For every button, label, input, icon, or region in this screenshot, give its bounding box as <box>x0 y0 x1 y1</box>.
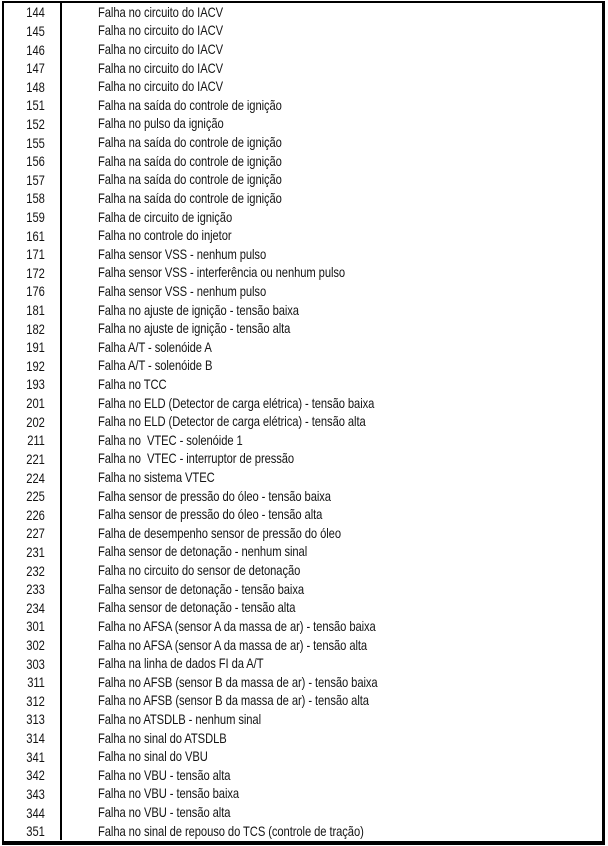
fault-code: 211 <box>27 432 45 449</box>
fault-code-cell <box>4 431 62 450</box>
fault-description: Falha no VTEC - interruptor de pressão <box>97 450 294 467</box>
fault-code: 303 <box>26 655 46 672</box>
fault-code: 313 <box>26 711 46 728</box>
fault-description: Falha no AFSB (sensor B da massa de ar) - tensão alta <box>97 692 369 709</box>
fault-code-cell <box>4 599 62 618</box>
table-body <box>4 3 602 840</box>
fault-code-cell <box>4 394 62 413</box>
fault-code-cell <box>4 96 62 115</box>
fault-code: 341 <box>26 748 46 765</box>
fault-code: 227 <box>26 525 46 542</box>
fault-code: 342 <box>26 767 46 784</box>
fault-description: Falha na saída do controle de ignição <box>97 134 282 151</box>
fault-code: 176 <box>26 283 46 300</box>
fault-description: Falha no controle do injetor <box>97 227 232 244</box>
fault-code-cell <box>4 208 62 227</box>
fault-description: Falha na saída do controle de ignição <box>97 152 282 169</box>
fault-description: Falha A/T - solenóide B <box>97 357 213 374</box>
fault-description: Falha A/T - solenóide A <box>97 338 212 355</box>
fault-description: Falha sensor de detonação - tensão alta <box>97 599 296 616</box>
fault-description: Falha no sinal do VBU <box>97 748 208 765</box>
fault-code-cell <box>4 226 62 245</box>
fault-code: 202 <box>26 413 46 430</box>
fault-code-cell <box>4 133 62 152</box>
fault-code-cell <box>4 747 62 766</box>
fault-code: 155 <box>26 134 46 151</box>
fault-code: 201 <box>26 395 46 412</box>
fault-code: 233 <box>26 581 46 598</box>
fault-description: Falha sensor VSS - nenhum pulso <box>97 245 266 262</box>
fault-code: 192 <box>26 357 46 374</box>
fault-code: 234 <box>26 599 46 616</box>
fault-code-cell <box>4 654 62 673</box>
fault-code-cell <box>4 152 62 171</box>
fault-code-cell <box>4 543 62 562</box>
fault-code: 145 <box>26 22 46 39</box>
fault-code: 182 <box>26 320 46 337</box>
fault-description: Falha sensor de pressão do óleo - tensão alta <box>97 506 322 523</box>
fault-description: Falha no pulso da ignição <box>97 115 224 132</box>
fault-code: 191 <box>26 339 46 356</box>
fault-code-cell <box>4 580 62 599</box>
fault-code: 159 <box>26 209 46 225</box>
fault-code-cell <box>4 766 62 785</box>
fault-code-cell <box>4 170 62 189</box>
fault-description: Falha no AFSA (sensor A da massa de ar) - tensão baixa <box>97 617 376 634</box>
fault-description: Falha no ajuste de ignição - tensão alta <box>97 320 290 337</box>
fault-code-cell <box>4 636 62 655</box>
fault-code: 225 <box>26 488 46 505</box>
fault-description: Falha no sistema VTEC <box>97 469 215 486</box>
fault-description: Falha no ELD (Detector de carga elétrica) - tensão alta <box>97 413 366 430</box>
fault-code: 148 <box>26 78 46 95</box>
fault-description: Falha na saída do controle de ignição <box>97 96 282 113</box>
fault-description: Falha no circuito do sensor de detonação <box>97 562 300 579</box>
fault-code-cell <box>4 785 62 804</box>
fault-code-cell <box>4 692 62 711</box>
fault-description: Falha na linha de dados FI da A/T <box>97 655 264 672</box>
fault-code: 312 <box>26 692 46 709</box>
fault-code-cell <box>4 319 62 338</box>
fault-code: 302 <box>26 637 46 654</box>
fault-description: Falha sensor de detonação - tensão baixa <box>97 580 304 597</box>
fault-code: 344 <box>26 804 46 821</box>
fault-description: Falha sensor VSS - interferência ou nenhum pulso <box>97 264 345 281</box>
fault-code: 193 <box>26 376 46 393</box>
fault-code: 158 <box>26 190 46 207</box>
fault-code-cell <box>4 301 62 320</box>
fault-code: 231 <box>26 543 46 560</box>
fault-description: Falha de circuito de ignição <box>97 208 232 225</box>
fault-description: Falha de desempenho sensor de pressão do óleo <box>97 524 341 541</box>
fault-description: Falha no circuito do IACV <box>97 22 223 39</box>
fault-code-cell <box>4 729 62 748</box>
fault-description: Falha sensor de pressão do óleo - tensão baixa <box>97 487 331 504</box>
fault-code: 221 <box>26 450 46 467</box>
fault-code: 152 <box>26 115 46 132</box>
fault-code-cell <box>4 673 62 692</box>
fault-code: 156 <box>26 153 46 170</box>
fault-description: Falha no VBU - tensão alta <box>97 766 231 783</box>
fault-code-cell <box>4 822 62 841</box>
fault-code: 301 <box>26 618 46 635</box>
fault-description: Falha no circuito do IACV <box>97 59 223 76</box>
fault-code: 343 <box>26 785 46 802</box>
fault-code-cell <box>4 3 62 22</box>
fault-code: 172 <box>26 264 46 281</box>
fault-code-cell <box>4 245 62 264</box>
fault-code: 171 <box>26 246 46 263</box>
fault-description: Falha no ATSDLB - nenhum sinal <box>97 710 261 727</box>
fault-code-cell <box>4 803 62 822</box>
fault-code-cell <box>4 115 62 134</box>
fault-code-cell <box>4 375 62 394</box>
fault-code-table <box>2 1 605 845</box>
fault-description: Falha no AFSB (sensor B da massa de ar) - tensão baixa <box>97 673 378 690</box>
fault-code: 224 <box>26 469 46 486</box>
fault-description: Falha no sinal de repouso do TCS (controle de tração) <box>97 822 364 839</box>
fault-description: Falha na saída do controle de ignição <box>97 171 282 188</box>
fault-code: 161 <box>26 227 46 244</box>
fault-code-cell <box>4 710 62 729</box>
fault-code-cell <box>4 282 62 301</box>
fault-description: Falha no circuito do IACV <box>97 41 223 58</box>
fault-code-cell <box>4 617 62 636</box>
fault-code: 226 <box>26 506 46 523</box>
fault-description: Falha no TCC <box>97 376 167 392</box>
fault-description: Falha na saída do controle de ignição <box>97 189 282 206</box>
fault-code-cell <box>4 40 62 59</box>
fault-code: 311 <box>27 674 45 691</box>
fault-code-cell <box>4 59 62 78</box>
fault-description: Falha no circuito do IACV <box>97 78 223 95</box>
fault-code-cell <box>4 487 62 506</box>
fault-code-cell <box>4 22 62 41</box>
fault-description: Falha no VBU - tensão baixa <box>97 785 239 802</box>
table-row <box>4 822 602 841</box>
fault-code: 181 <box>26 302 46 319</box>
fault-code-cell <box>4 77 62 96</box>
fault-description: Falha no VBU - tensão alta <box>97 804 231 821</box>
fault-description: Falha no ajuste de ignição - tensão baixa <box>97 301 299 318</box>
fault-code: 314 <box>26 730 46 747</box>
fault-description: Falha sensor VSS - nenhum pulso <box>97 282 266 299</box>
fault-description: Falha no sinal do ATSDLB <box>97 729 227 746</box>
fault-code: 144 <box>26 4 46 21</box>
fault-code-cell <box>4 412 62 431</box>
fault-code-cell <box>4 524 62 543</box>
fault-code-cell <box>4 450 62 469</box>
fault-code-cell <box>4 338 62 357</box>
fault-code-cell <box>4 264 62 283</box>
fault-code: 146 <box>26 41 46 58</box>
fault-description: Falha no circuito do IACV <box>97 3 223 20</box>
fault-code: 351 <box>26 823 46 840</box>
fault-code: 157 <box>26 171 46 188</box>
fault-code-cell <box>4 561 62 580</box>
fault-code: 232 <box>26 562 46 579</box>
fault-code-cell <box>4 505 62 524</box>
fault-description: Falha no VTEC - solenóide 1 <box>97 431 243 448</box>
fault-description: Falha no ELD (Detector de carga elétrica) - tensão baixa <box>97 394 374 411</box>
fault-description: Falha sensor de detonação - nenhum sinal <box>97 543 307 560</box>
fault-code-cell <box>4 189 62 208</box>
fault-code: 151 <box>26 97 46 114</box>
fault-code: 147 <box>26 60 46 77</box>
fault-code-cell <box>4 357 62 376</box>
fault-code-cell <box>4 468 62 487</box>
fault-description: Falha no AFSA (sensor A da massa de ar) - tensão alta <box>97 636 367 653</box>
